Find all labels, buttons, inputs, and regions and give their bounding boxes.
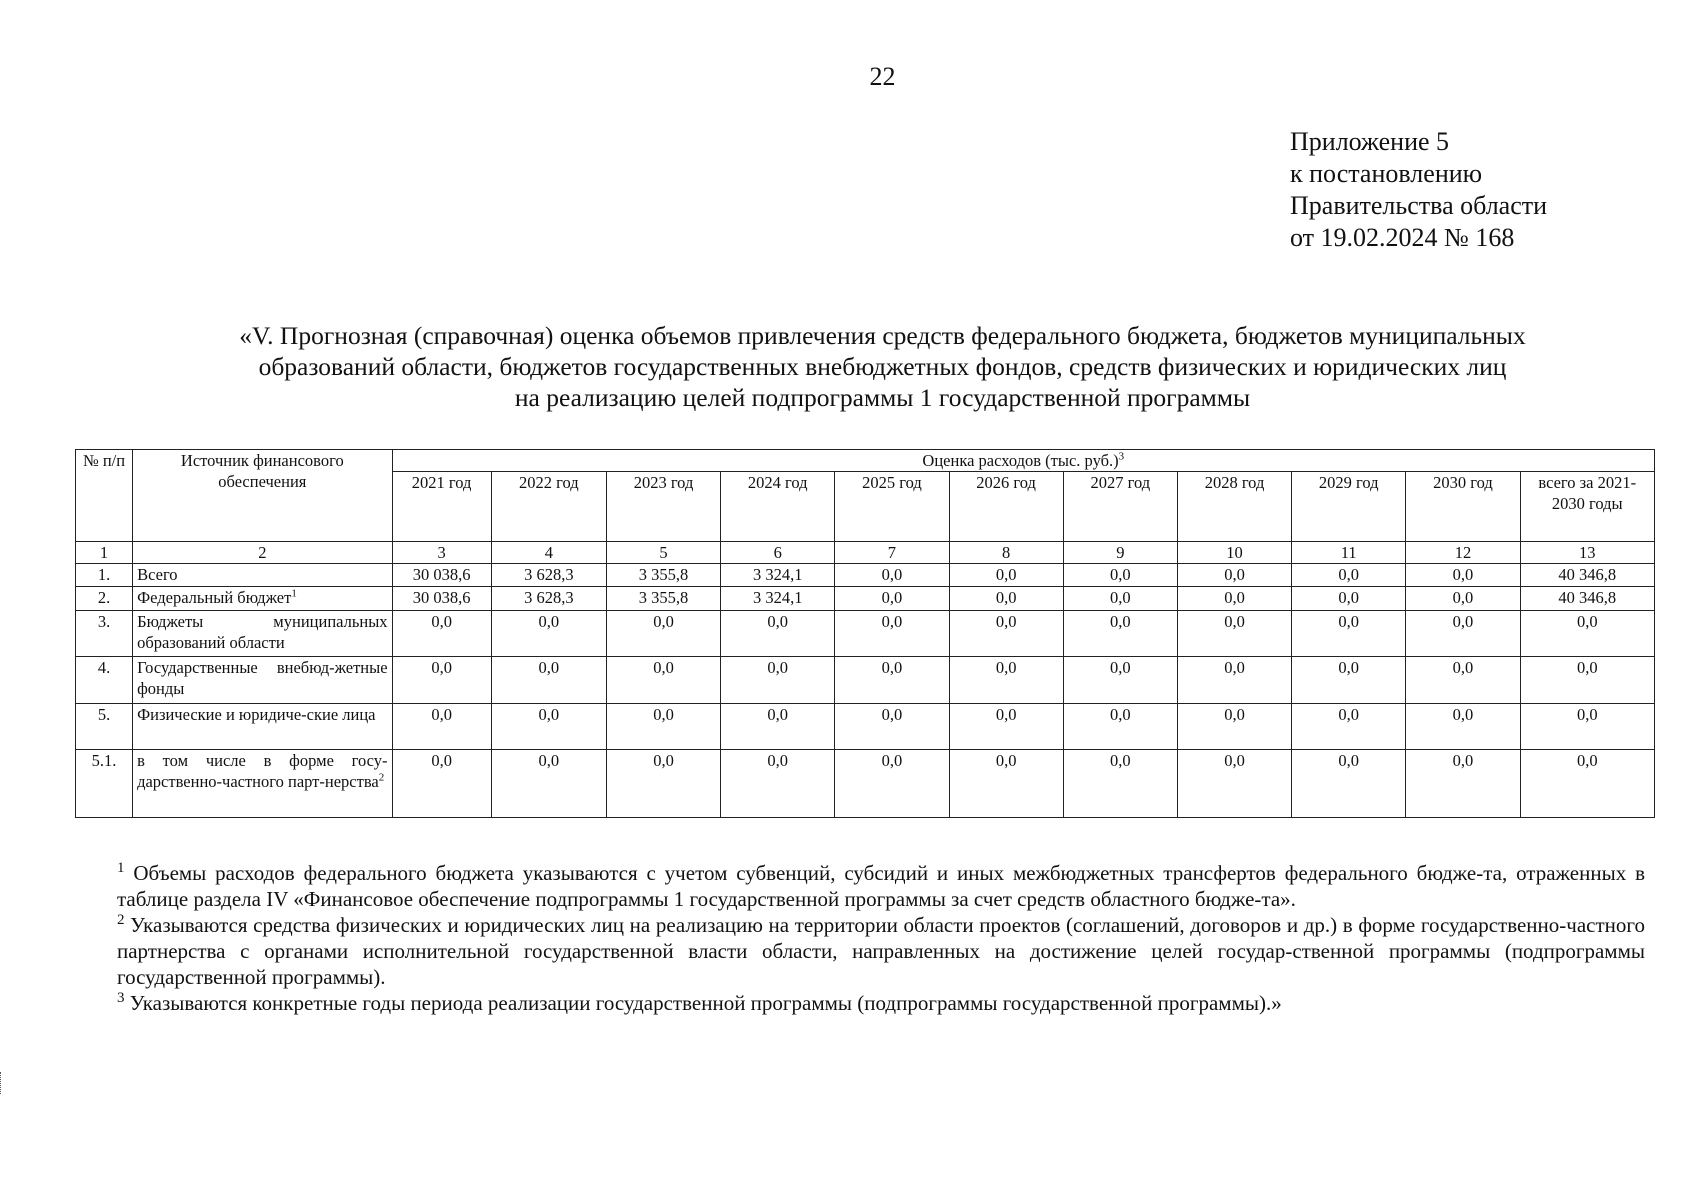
value-cell: 0,0	[491, 704, 606, 750]
page-number: 22	[869, 62, 896, 91]
table-index-row	[76, 542, 1655, 564]
value-cell: 0,0	[392, 611, 491, 657]
value-cell: 0,0	[835, 611, 949, 657]
row-number: 4.	[76, 657, 133, 704]
value-cell: 0,0	[606, 657, 720, 704]
value-cell: 0,0	[1177, 587, 1291, 611]
funding-table	[75, 449, 1655, 818]
footnote-mark: 1	[117, 860, 125, 876]
column-index: 2	[133, 542, 392, 564]
value-cell: 40 346,8	[1520, 564, 1654, 587]
value-cell: 0,0	[1177, 564, 1291, 587]
value-cell: 0,0	[491, 750, 606, 818]
row-source-text: в том числе в форме госу-дарственно-частного парт-нерства	[137, 751, 388, 791]
value-cell: 0,0	[949, 611, 1063, 657]
header-year: 2029 год	[1292, 472, 1406, 542]
header-year: 2027 год	[1063, 472, 1177, 542]
value-cell: 0,0	[1177, 750, 1291, 818]
column-index: 12	[1406, 542, 1520, 564]
header-year: 2021 год	[392, 472, 491, 542]
document-title	[100, 320, 1665, 413]
row-source	[133, 657, 392, 704]
appendix-line: к постановлению	[1290, 159, 1483, 188]
value-cell: 0,0	[1177, 611, 1291, 657]
footnote	[117, 912, 1645, 990]
value-cell: 0,0	[1406, 587, 1520, 611]
value-cell: 0,0	[392, 704, 491, 750]
value-cell: 0,0	[1292, 704, 1406, 750]
title-line: образований области, бюджетов государственных внебюджетных фондов, средств физических и юридических лиц	[258, 352, 1507, 381]
value-cell: 30 038,6	[392, 564, 491, 587]
value-cell: 0,0	[949, 750, 1063, 818]
value-cell: 0,0	[1063, 587, 1177, 611]
footnote-text: Указываются средства физических и юридических лиц на реализацию на территории области проектов (соглашений, договоров и др.) в форме государственно-частного партнерства с органами исполнительной государственной власти области, направленных на достижение целей государ-ственной программы (подпрограммы государственной программы).	[117, 913, 1645, 989]
scan-edge-mark	[0, 1072, 4, 1094]
value-cell: 3 355,8	[606, 564, 720, 587]
header-num: № п/п	[76, 450, 133, 542]
column-index: 5	[606, 542, 720, 564]
row-source	[133, 611, 392, 657]
value-cell: 0,0	[1406, 750, 1520, 818]
value-cell: 0,0	[1292, 564, 1406, 587]
value-cell: 0,0	[1406, 704, 1520, 750]
value-cell: 0,0	[491, 657, 606, 704]
value-cell: 0,0	[1520, 657, 1654, 704]
footnote	[117, 860, 1645, 912]
value-cell: 0,0	[392, 750, 491, 818]
footnote-text: Указываются конкретные годы периода реализации государственной программы (подпрограммы государственной программы).»	[124, 991, 1282, 1015]
value-cell: 0,0	[1292, 657, 1406, 704]
value-cell: 0,0	[721, 611, 835, 657]
row-number: 3.	[76, 611, 133, 657]
header-year: 2023 год	[606, 472, 720, 542]
column-index: 1	[76, 542, 133, 564]
table-row	[76, 611, 1655, 657]
header-year: 2025 год	[835, 472, 949, 542]
header-year: 2024 год	[721, 472, 835, 542]
value-cell: 0,0	[721, 657, 835, 704]
column-index: 9	[1063, 542, 1177, 564]
value-cell: 0,0	[1177, 704, 1291, 750]
value-cell: 0,0	[1520, 704, 1654, 750]
value-cell: 0,0	[835, 704, 949, 750]
value-cell: 0,0	[1292, 611, 1406, 657]
row-number: 5.1.	[76, 750, 133, 818]
footnote-mark: 3	[117, 990, 125, 1006]
column-index: 10	[1177, 542, 1291, 564]
header-year: всего за 2021-2030 годы	[1520, 472, 1654, 542]
value-cell: 0,0	[835, 750, 949, 818]
row-source-text: Физические и юридиче-ские лица	[137, 705, 376, 724]
column-index: 13	[1520, 542, 1654, 564]
value-cell: 0,0	[1406, 611, 1520, 657]
value-cell: 0,0	[1406, 564, 1520, 587]
value-cell: 0,0	[949, 704, 1063, 750]
row-source	[133, 750, 392, 818]
table-row	[76, 750, 1655, 818]
footnote	[117, 990, 1645, 1016]
value-cell: 0,0	[606, 704, 720, 750]
row-source-text: Федеральный бюджет	[137, 588, 292, 607]
value-cell: 0,0	[721, 704, 835, 750]
value-cell: 0,0	[835, 564, 949, 587]
value-cell: 0,0	[491, 611, 606, 657]
table-header-row	[76, 450, 1655, 472]
column-index: 3	[392, 542, 491, 564]
value-cell: 0,0	[1063, 564, 1177, 587]
value-cell: 0,0	[1063, 704, 1177, 750]
value-cell: 0,0	[835, 657, 949, 704]
row-source	[133, 704, 392, 750]
value-cell: 0,0	[1292, 587, 1406, 611]
value-cell: 0,0	[1406, 657, 1520, 704]
header-estimate-text: Оценка расходов (тыс. руб.)	[922, 451, 1119, 470]
header-year: 2028 год	[1177, 472, 1291, 542]
row-number: 1.	[76, 564, 133, 587]
value-cell: 0,0	[1520, 611, 1654, 657]
row-number: 5.	[76, 704, 133, 750]
column-index: 6	[721, 542, 835, 564]
row-source	[133, 564, 392, 587]
value-cell: 3 324,1	[721, 587, 835, 611]
appendix-line: от 19.02.2024 № 168	[1290, 223, 1515, 252]
column-index: 7	[835, 542, 949, 564]
appendix-reference	[1290, 126, 1547, 254]
value-cell: 0,0	[1063, 657, 1177, 704]
value-cell: 0,0	[1063, 750, 1177, 818]
value-cell: 0,0	[606, 750, 720, 818]
value-cell: 0,0	[949, 587, 1063, 611]
value-cell: 0,0	[835, 587, 949, 611]
row-source-text: Государственные внебюд-жетные фонды	[137, 658, 388, 698]
appendix-line: Правительства области	[1290, 191, 1548, 220]
header-source: Источник финансового обеспечения	[133, 450, 392, 542]
row-source	[133, 587, 392, 611]
value-cell: 0,0	[721, 750, 835, 818]
table-row	[76, 564, 1655, 587]
value-cell: 0,0	[1292, 750, 1406, 818]
value-cell: 3 324,1	[721, 564, 835, 587]
value-cell: 3 628,3	[491, 587, 606, 611]
table-row	[76, 657, 1655, 704]
header-year: 2022 год	[491, 472, 606, 542]
footnotes	[117, 860, 1645, 1016]
title-line: на реализацию целей подпрограммы 1 государственной программы	[514, 383, 1251, 412]
header-year: 2030 год	[1406, 472, 1520, 542]
value-cell: 3 628,3	[491, 564, 606, 587]
title-line: «V. Прогнозная (справочная) оценка объемов привлечения средств федерального бюджета, бюджетов муниципальных	[239, 321, 1526, 350]
value-cell: 30 038,6	[392, 587, 491, 611]
value-cell: 3 355,8	[606, 587, 720, 611]
table-row	[76, 704, 1655, 750]
footnote-text: Объемы расходов федерального бюджета указываются с учетом субвенций, субсидий и иных межбюджетных трансфертов федерального бюдже-та, отраженных в таблице раздела IV «Финансовое обеспечение подпрограммы 1 государственной программы за счет средств областного бюдже-та».	[117, 861, 1645, 911]
column-index: 4	[491, 542, 606, 564]
header-estimate	[392, 450, 1654, 472]
value-cell: 0,0	[949, 657, 1063, 704]
value-cell: 40 346,8	[1520, 587, 1654, 611]
table-row	[76, 587, 1655, 611]
value-cell: 0,0	[392, 657, 491, 704]
row-source-text: Всего	[137, 565, 178, 584]
value-cell: 0,0	[606, 611, 720, 657]
row-number: 2.	[76, 587, 133, 611]
value-cell: 0,0	[949, 564, 1063, 587]
value-cell: 0,0	[1520, 750, 1654, 818]
value-cell: 0,0	[1063, 611, 1177, 657]
row-source-text: Бюджеты муниципальных образований области	[137, 612, 388, 652]
header-year: 2026 год	[949, 472, 1063, 542]
value-cell: 0,0	[1177, 657, 1291, 704]
footnote-ref: 1	[291, 587, 297, 600]
column-index: 8	[949, 542, 1063, 564]
column-index: 11	[1292, 542, 1406, 564]
footnote-ref: 3	[1118, 450, 1125, 463]
footnote-ref: 2	[378, 771, 385, 784]
footnote-mark: 2	[117, 912, 125, 928]
appendix-line: Приложение 5	[1290, 127, 1450, 156]
